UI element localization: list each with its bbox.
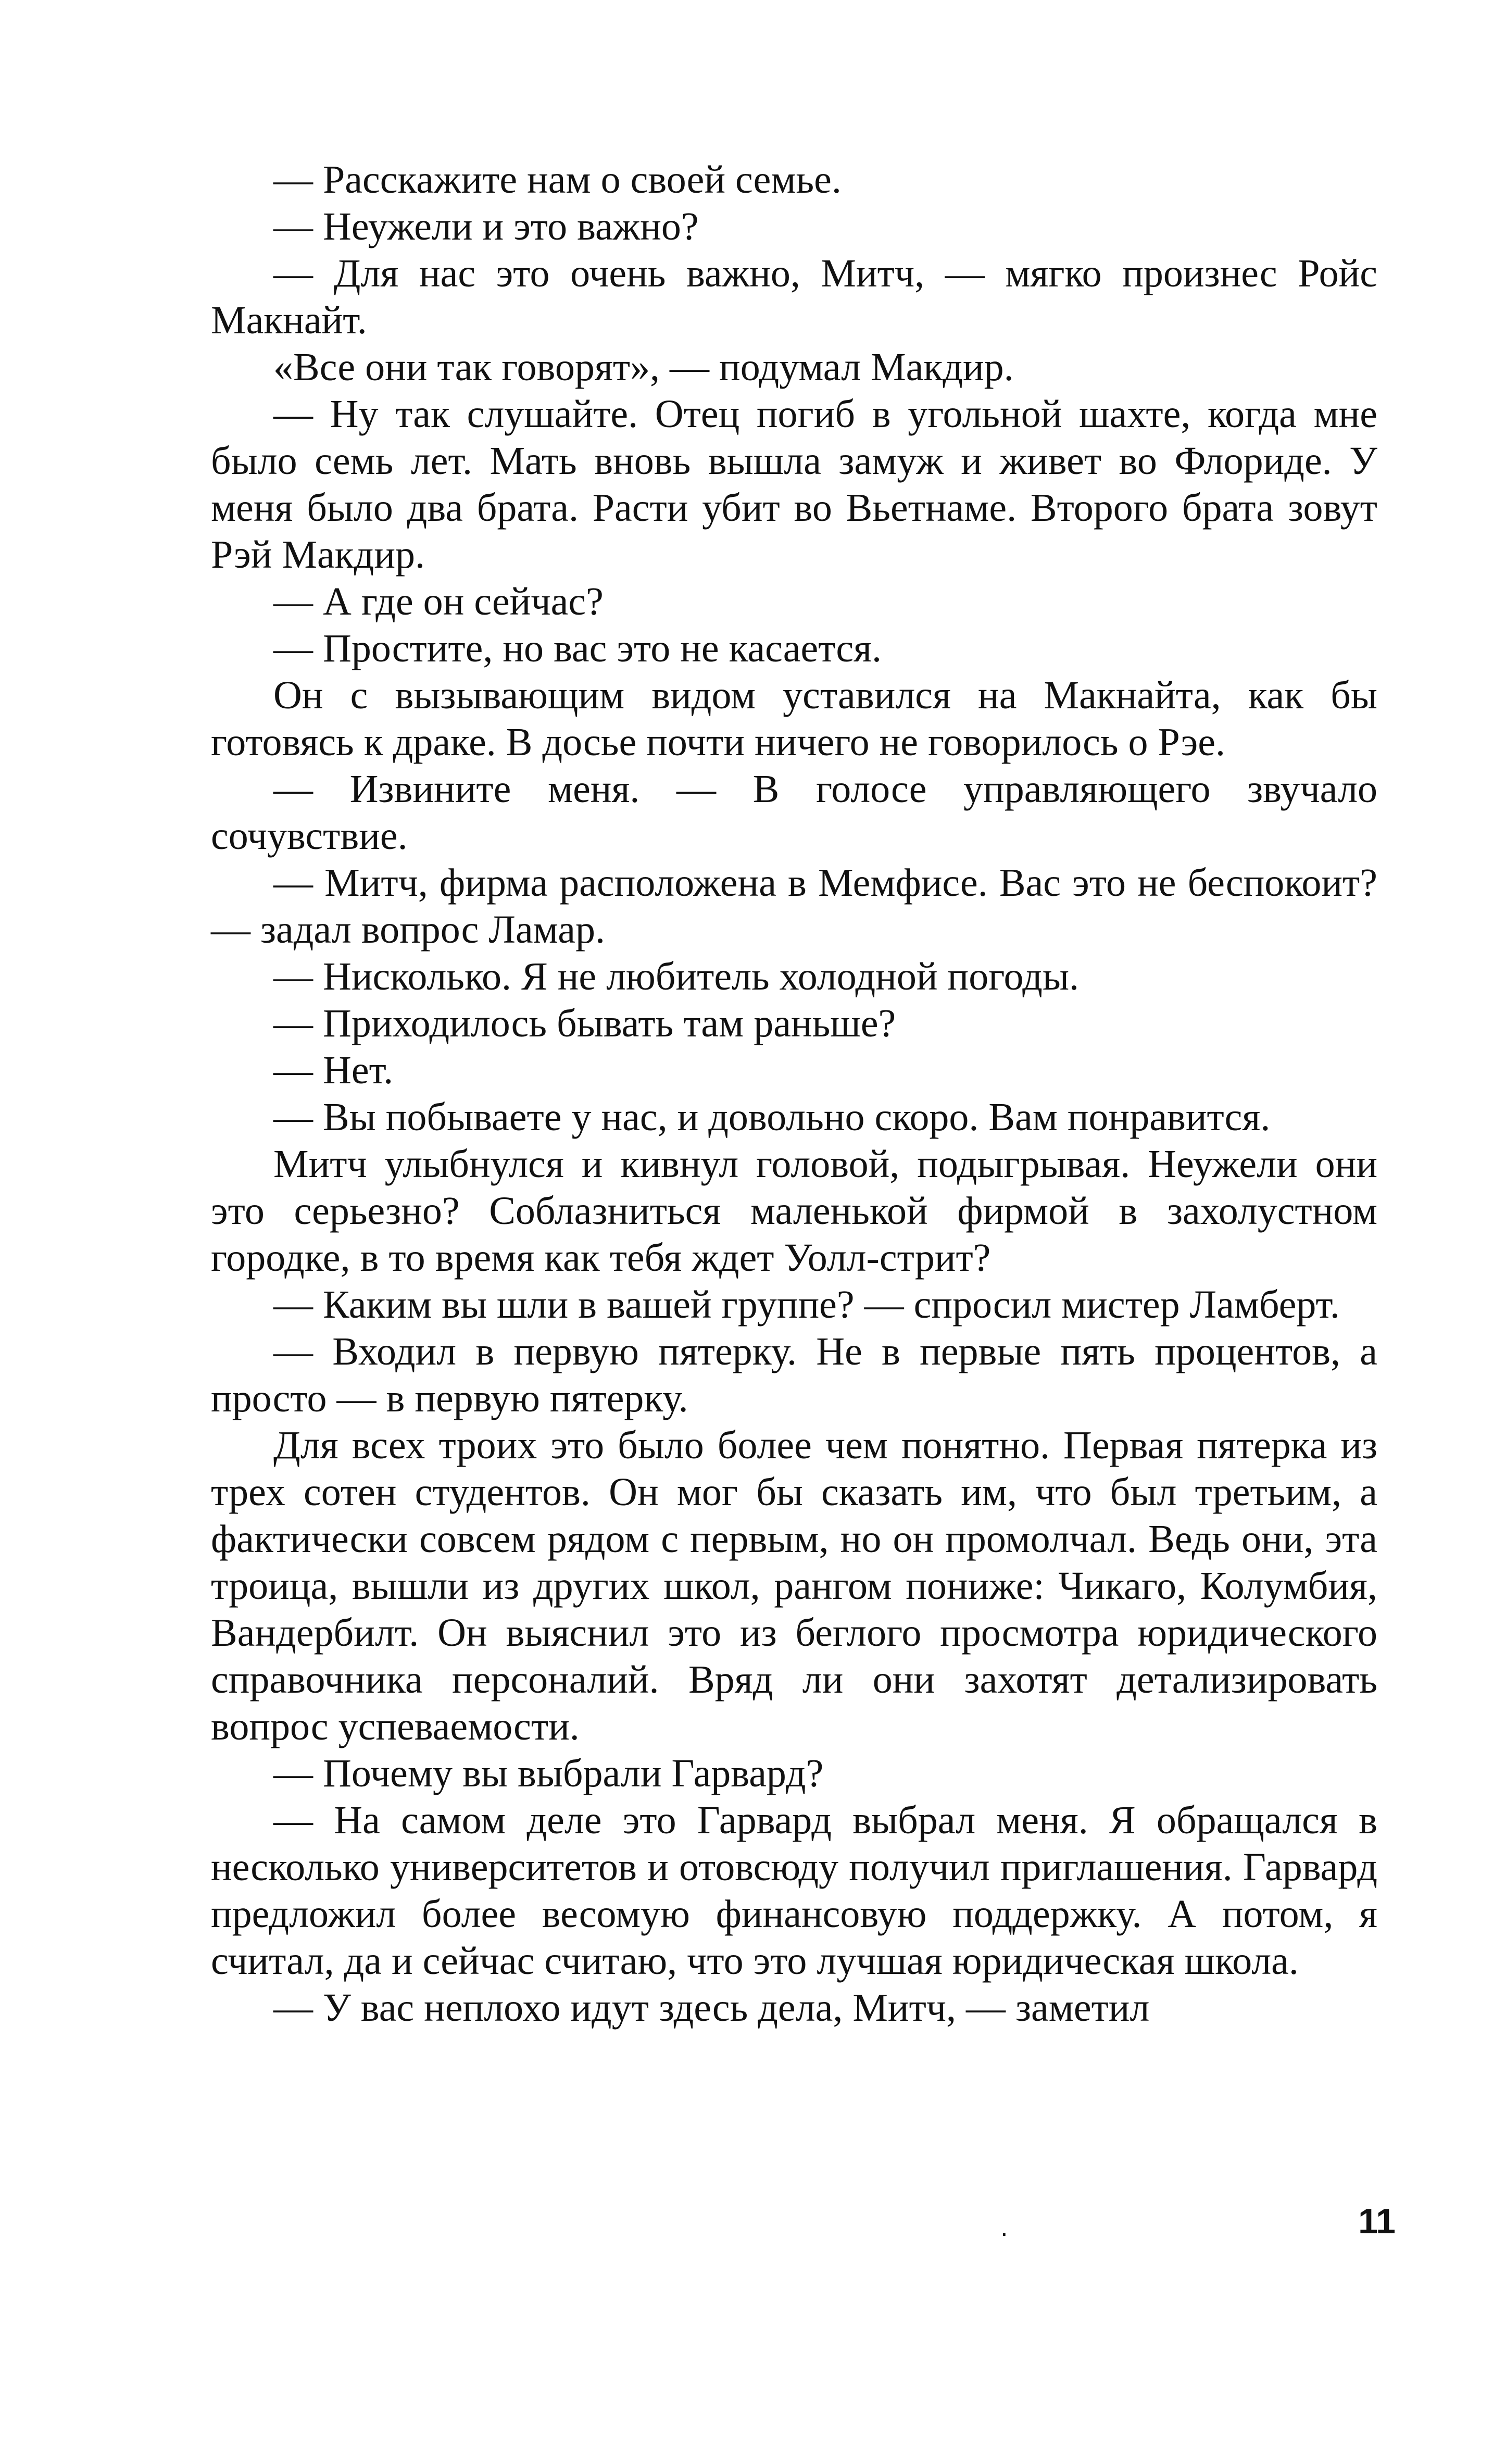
paragraph-11: — Нисколько. Я не любитель холодной погоды. <box>273 955 1080 998</box>
paragraph-12: — Приходилось бывать там раньше? <box>273 1002 896 1045</box>
paragraph-2: — Неужели и это важно? <box>273 205 699 248</box>
paragraph-5: — Ну так слушайте. Отец погиб в угольной шахте, когда мне было семь лет. Мать вновь вышла замуж и живет во Флориде. У меня было два брата. Расти убит во Вьетнаме. Второго брата зовут Рэй Макдир. <box>211 392 1377 577</box>
paragraph-16: — Каким вы шли в вашей группе? — спросил мистер Ламберт. <box>273 1283 1340 1327</box>
body-text <box>211 156 1377 2031</box>
paragraph-21: — У вас неплохо идут здесь дела, Митч, — заметил <box>273 1986 1150 2030</box>
paragraph-3: — Для нас это очень важно, Митч, — мягко произнес Ройс Макнайт. <box>211 252 1377 342</box>
paragraph-9: — Извините меня. — В голосе управляющего звучало сочувствие. <box>211 767 1377 858</box>
paragraph-19: — Почему вы выбрали Гарвард? <box>273 1752 824 1795</box>
paragraph-13: — Нет. <box>273 1048 394 1092</box>
paragraph-17: — Входил в первую пятерку. Не в первые пять процентов, а просто — в первую пятерку. <box>211 1330 1377 1420</box>
paragraph-20: — На самом деле это Гарвард выбрал меня. Я обращался в несколько университетов и отовсюду получил приглашения. Гарвард предложил более весомую финансовую поддержку. А потом, я считал, да и сейчас считаю, что это лучшая юридическая школа. <box>211 1798 1377 1983</box>
page-number: 11 <box>1358 2202 1396 2241</box>
paragraph-7: — Простите, но вас это не касается. <box>273 627 882 670</box>
paragraph-14: — Вы побываете у нас, и довольно скоро. Вам понравится. <box>273 1095 1271 1139</box>
paragraph-1: — Расскажите нам о своей семье. <box>273 158 842 202</box>
paragraph-6: — А где он сейчас? <box>273 580 604 623</box>
paragraph-10: — Митч, фирма расположена в Мемфисе. Вас это не беспокоит? — задал вопрос Ламар. <box>211 861 1377 952</box>
paragraph-18: Для всех троих это было более чем понятно. Первая пятерка из трех сотен студентов. Он мог бы сказать им, что был третьим, а фактически совсем рядом с первым, но он промолчал. Ведь они, эта троица, вышли из других школ, рангом пониже: Чикаго, Колумбия, Вандербилт. Он выяснил это из беглого просмотра юридического справочника персоналий. Вряд ли они захотят детализировать вопрос успеваемости. <box>211 1423 1377 1748</box>
paragraph-4: «Все они так говорят», — подумал Макдир. <box>273 345 1014 389</box>
paragraph-8: Он с вызывающим видом уставился на Макнайта, как бы готовясь к драке. В досье почти ничего не говорилось о Рэе. <box>211 673 1377 764</box>
print-mark: · <box>1000 2218 1009 2247</box>
paragraph-15: Митч улыбнулся и кивнул головой, подыгрывая. Неужели они это серьезно? Соблазниться маленькой фирмой в захолустном городке, в то время как тебя ждет Уолл-стрит? <box>211 1142 1377 1280</box>
